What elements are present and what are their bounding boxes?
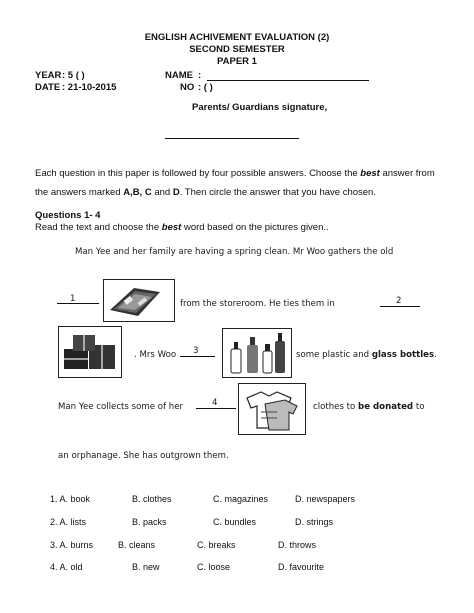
answer-1-d[interactable]: D. newspapers	[295, 494, 356, 504]
passage-line-3b: some plastic and glass bottles.	[296, 350, 437, 360]
answer-4-c[interactable]: C. loose	[197, 562, 231, 572]
answer-3-d[interactable]: D. throws	[278, 540, 317, 550]
answer-row-1: 1. A. book	[50, 494, 91, 504]
section-title: Questions 1- 4	[35, 210, 101, 221]
year-value: : 5 ( )	[62, 70, 85, 81]
no-value: : ( )	[198, 82, 213, 93]
clothes-icon	[239, 384, 305, 434]
answer-2-c[interactable]: C. bundles	[213, 517, 257, 527]
date-label: DATE	[35, 82, 61, 93]
name-colon: :	[198, 70, 202, 81]
signature-line[interactable]	[165, 138, 299, 139]
blank-3-number: 3	[193, 346, 199, 356]
bottles-picture	[222, 328, 292, 378]
name-label: NAME	[165, 70, 193, 81]
blank-3[interactable]	[180, 356, 215, 357]
blank-2[interactable]	[380, 306, 420, 307]
blank-1-number: 1	[70, 294, 76, 304]
blank-4-number: 4	[212, 398, 218, 408]
answer-row-2: 2. A. lists	[50, 517, 87, 527]
blank-4[interactable]	[196, 408, 236, 409]
paper-label: PAPER 1	[217, 56, 257, 67]
answer-4-d[interactable]: D. favourite	[278, 562, 325, 572]
passage-line-3a: . Mrs Woo	[134, 350, 177, 360]
magazines-icon	[104, 280, 174, 321]
no-label: NO	[180, 82, 195, 93]
paper-title: ENGLISH ACHIVEMENT EVALUATION (2)	[144, 32, 330, 43]
blank-1[interactable]	[57, 303, 99, 304]
magazines-picture	[103, 279, 175, 322]
semester-label: SECOND SEMESTER	[189, 44, 285, 55]
answer-3-b[interactable]: B. cleans	[118, 540, 156, 550]
answer-3-c[interactable]: C. breaks	[197, 540, 236, 550]
passage-line-4b: clothes to be donated to	[313, 402, 425, 412]
answer-row-4: 4. A. old	[50, 562, 83, 572]
name-field[interactable]	[207, 80, 369, 81]
blank-2-number: 2	[396, 296, 402, 306]
clothes-picture	[238, 383, 306, 435]
answer-2-d[interactable]: D. strings	[295, 517, 334, 527]
passage-line-5: an orphanage. She has outgrown them.	[58, 451, 229, 461]
bottles-icon	[223, 329, 291, 377]
date-value: : 21-10-2015	[62, 82, 117, 93]
passage-line-2: from the storeroom. He ties them in	[180, 299, 335, 309]
bundles-picture	[58, 326, 122, 378]
passage-line-1: Man Yee and her family are having a spring clean. Mr Woo gathers the old	[75, 247, 394, 257]
answer-1-b[interactable]: B. clothes	[132, 494, 172, 504]
instructions: Each question in this paper is followed by four possible answers. Choose the best answer from the answers marked A,B, C and D. Then circle the answer that you have chosen.	[35, 168, 435, 198]
answer-1-c[interactable]: C. magazines	[213, 494, 269, 504]
section-instruction: Read the text and choose the best word based on the pictures given..	[35, 222, 329, 233]
answer-2-b[interactable]: B. packs	[132, 517, 167, 527]
answer-4-b[interactable]: B. new	[132, 562, 160, 572]
passage-line-4a: Man Yee collects some of her	[58, 402, 184, 412]
answer-row-3: 3. A. burns	[50, 540, 94, 550]
signature-label: Parents/ Guardians signature,	[192, 102, 328, 113]
year-label: YEAR	[35, 70, 62, 81]
bundles-icon	[59, 327, 121, 377]
